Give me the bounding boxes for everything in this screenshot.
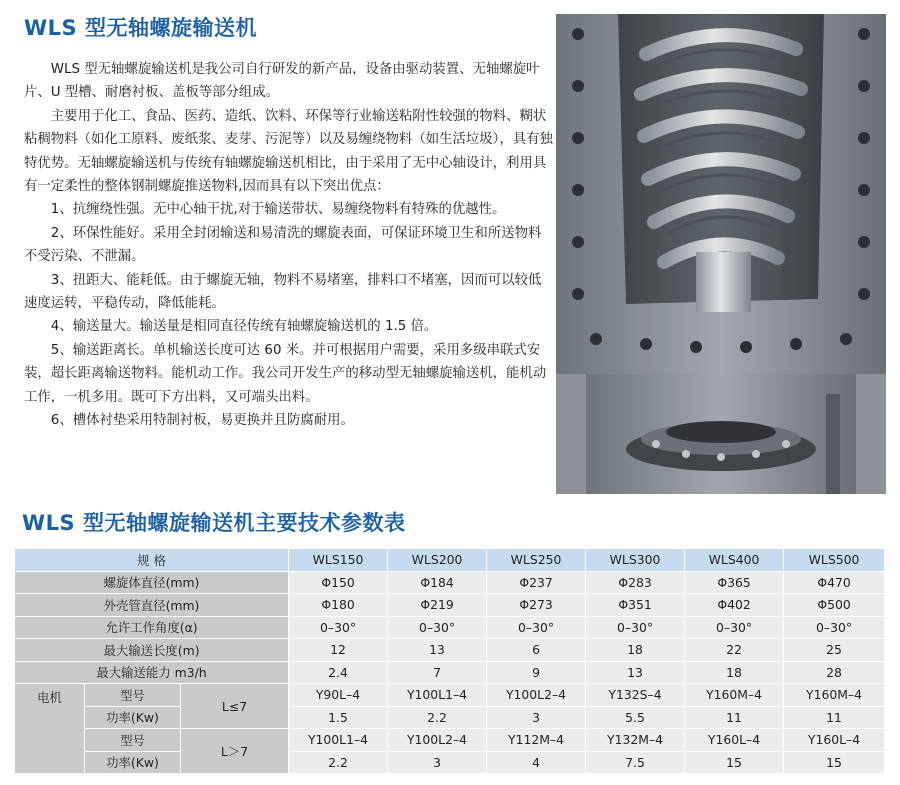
page-title: WLS 型无轴螺旋输送机: [24, 16, 257, 40]
advantage-5: 5、输送距离长。单机输送长度可达 60 米。并可根据用户需要，采用多级串联式安装，超长距离输送物料。能机动工作。我公司开发生产的移动型无轴螺旋输送机，能机动工作，一机多用。既可下方出料，又可端头出料。: [24, 342, 547, 405]
table-cell: 4: [487, 751, 586, 774]
table-row-max-capacity: [15, 661, 885, 684]
table-cell: 0–30°: [388, 616, 487, 639]
paragraph-application: 主要用于化工、食品、医药、造纸、饮料、环保等行业输送粘附性较强的物料、糊状粘稠物料（如化工原料、废纸浆、麦芽、污泥等）以及易缠绕物料（如生活垃圾），具有独特优势。无轴螺旋输送机与传统有轴螺旋输送机相比，由于采用了无中心轴设计，利用具有一定柔性的整体钢制螺旋推送物料,因而具有以下突出优点：: [24, 108, 553, 195]
length-condition-long: L＞7: [181, 729, 289, 774]
table-cell: 13: [388, 639, 487, 662]
shaftless-screw-conveyor-image: [556, 14, 886, 494]
table-cell: Φ237: [487, 571, 586, 594]
advantage-3: 3、扭距大、能耗低。由于螺旋无轴，物料不易堵塞，排料口不堵塞，因而可以较低速度运转，平稳传动，降低能耗。: [24, 272, 542, 312]
table-cell: 1.5: [289, 706, 388, 729]
length-condition-short: L≤7: [181, 684, 289, 729]
power-label: 功率(Kw): [85, 751, 181, 774]
table-cell: 11: [685, 706, 784, 729]
table-cell: Y112M–4: [487, 729, 586, 752]
table-cell: 13: [586, 661, 685, 684]
table-cell: 11: [784, 706, 885, 729]
table-title: WLS 型无轴螺旋输送机主要技术参数表: [22, 511, 406, 535]
table-cell: 2.4: [289, 661, 388, 684]
table-cell: Y100L1–4: [388, 684, 487, 707]
table-cell: 0–30°: [487, 616, 586, 639]
table-cell: 3: [388, 751, 487, 774]
table-cell: 0–30°: [586, 616, 685, 639]
model-header: WLS200: [388, 549, 487, 572]
table-cell: 0–30°: [784, 616, 885, 639]
table-row-working-angle: [15, 616, 885, 639]
table-cell: Φ351: [586, 594, 685, 617]
table-cell: 15: [685, 751, 784, 774]
table-cell: 25: [784, 639, 885, 662]
table-cell: Φ500: [784, 594, 885, 617]
table-cell: Φ219: [388, 594, 487, 617]
table-cell: 2.2: [289, 751, 388, 774]
intro-text: [24, 58, 554, 433]
table-cell: 5.5: [586, 706, 685, 729]
table-row-motor-model-long: [15, 729, 885, 752]
table-cell: Y160M–4: [685, 684, 784, 707]
table-cell: 12: [289, 639, 388, 662]
table-row-casing-diameter: [15, 594, 885, 617]
table-cell: 22: [685, 639, 784, 662]
row-label: 外壳管直径(mm): [15, 594, 289, 617]
table-cell: 3: [487, 706, 586, 729]
paragraph-intro: WLS 型无轴螺旋输送机是我公司自行研发的新产品，设备由驱动装置、无轴螺旋叶片、U 型槽、耐磨衬板、盖板等部分组成。: [24, 62, 540, 101]
row-label: 最大输送长度(m): [15, 639, 289, 662]
model-label: 型号: [85, 729, 181, 752]
table-cell: Y160M–4: [784, 684, 885, 707]
spec-table: [14, 548, 885, 774]
table-cell: 7: [388, 661, 487, 684]
table-cell: Φ283: [586, 571, 685, 594]
table-row-motor-power-long: [15, 751, 885, 774]
table-cell: 28: [784, 661, 885, 684]
table-cell: Y160L–4: [784, 729, 885, 752]
table-cell: Φ365: [685, 571, 784, 594]
table-row-motor-power-short: [15, 706, 885, 729]
table-cell: Y90L–4: [289, 684, 388, 707]
product-photo: [556, 14, 886, 494]
table-cell: 18: [586, 639, 685, 662]
table-cell: Φ470: [784, 571, 885, 594]
table-cell: 6: [487, 639, 586, 662]
table-cell: Y100L1–4: [289, 729, 388, 752]
advantage-6: 6、槽体衬垫采用特制衬板，易更换并且防腐耐用。: [50, 413, 354, 429]
table-cell: 2.2: [388, 706, 487, 729]
model-header: WLS150: [289, 549, 388, 572]
advantage-4: 4、输送量大。输送量是相同直径传统有轴螺旋输送机的 1.5 倍。: [50, 319, 438, 335]
row-label: 最大输送能力 m3/h: [15, 661, 289, 684]
model-header: WLS300: [586, 549, 685, 572]
table-cell: 15: [784, 751, 885, 774]
motor-label: 电机: [15, 684, 85, 774]
table-cell: Φ184: [388, 571, 487, 594]
model-label: 型号: [85, 684, 181, 707]
table-cell: 18: [685, 661, 784, 684]
table-cell: 0–30°: [685, 616, 784, 639]
table-row-max-length: [15, 639, 885, 662]
table-cell: Y132S–4: [586, 684, 685, 707]
table-row-screw-diameter: [15, 571, 885, 594]
model-header: WLS250: [487, 549, 586, 572]
table-cell: Φ150: [289, 571, 388, 594]
header-spec-label: 规 格: [15, 549, 289, 572]
model-header: WLS400: [685, 549, 784, 572]
row-label: 允许工作角度(α): [15, 616, 289, 639]
model-header: WLS500: [784, 549, 885, 572]
table-cell: Y100L2–4: [388, 729, 487, 752]
table-cell: Φ273: [487, 594, 586, 617]
table-cell: Φ180: [289, 594, 388, 617]
table-cell: 9: [487, 661, 586, 684]
advantage-2: 2、环保性能好。采用全封闭输送和易清洗的螺旋表面，可保证环境卫生和所送物料不受污染、不泄漏。: [24, 225, 542, 265]
row-label: 螺旋体直径(mm): [15, 571, 289, 594]
table-row-motor-model-short: [15, 684, 885, 707]
advantage-1: 1、抗缠绕性强。无中心轴干扰,对于输送带状、易缠绕物料有特殊的优越性。: [50, 202, 506, 218]
table-cell: Y132M–4: [586, 729, 685, 752]
table-cell: Y160L–4: [685, 729, 784, 752]
table-cell: 7.5: [586, 751, 685, 774]
table-cell: Φ402: [685, 594, 784, 617]
table-header-row: [15, 549, 885, 572]
table-cell: Y100L2–4: [487, 684, 586, 707]
table-cell: 0–30°: [289, 616, 388, 639]
power-label: 功率(Kw): [85, 706, 181, 729]
